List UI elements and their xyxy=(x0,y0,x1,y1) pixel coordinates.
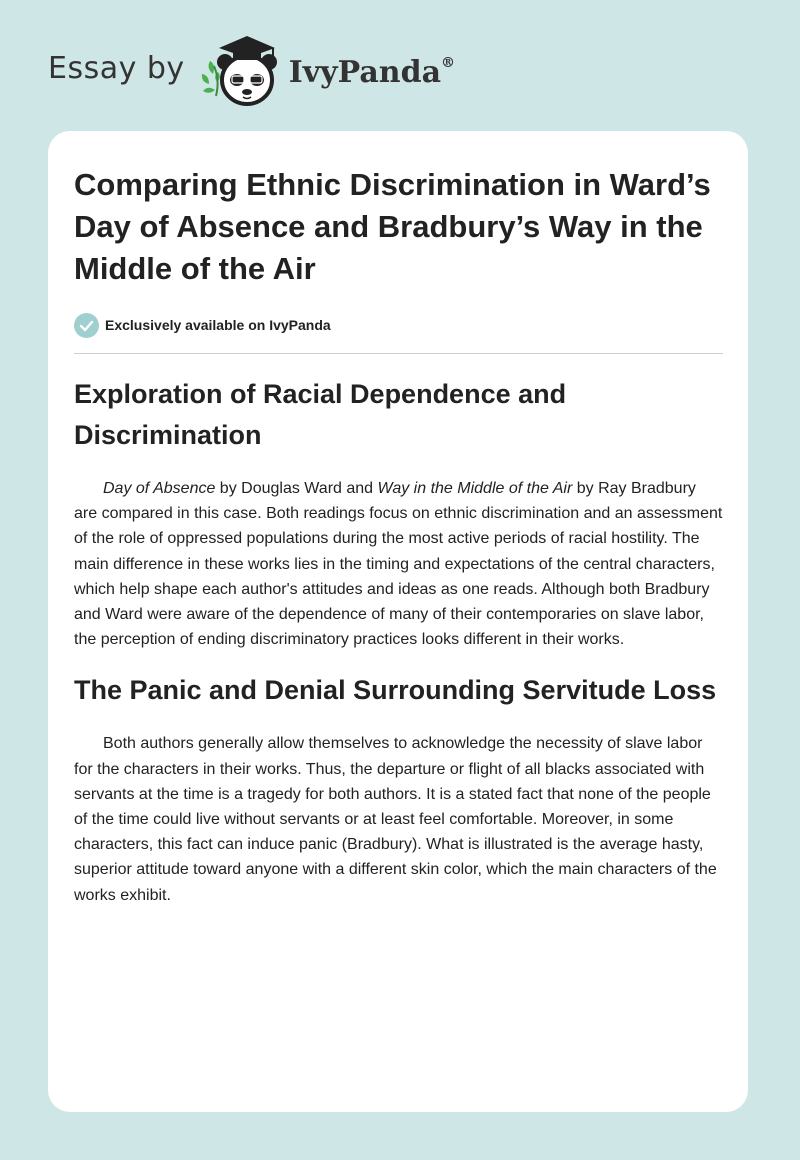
panda-logo-icon[interactable] xyxy=(199,30,287,110)
section-heading-1: Exploration of Racial Dependence and Discrimination xyxy=(74,379,567,450)
exclusive-label: Exclusively available on IvyPanda xyxy=(105,317,331,333)
work-title-day-of-absence: Day of Absence xyxy=(103,480,216,497)
exclusive-badge xyxy=(74,312,723,338)
site-header xyxy=(48,30,648,110)
brand-name[interactable] xyxy=(289,55,455,90)
trademark-symbol: ® xyxy=(441,54,456,71)
essay-by-label: Essay by xyxy=(48,50,185,86)
divider xyxy=(74,353,723,354)
article-content xyxy=(74,164,723,908)
article-title: Comparing Ethnic Discrimination in Ward’s Day of Absence and Bradbury’s Way in the Middle of the Air xyxy=(74,167,711,286)
brand-text: IvyPanda xyxy=(288,54,442,90)
section-paragraph-1 xyxy=(74,476,723,652)
section-paragraph-2: Both authors generally allow themselves to acknowledge the necessity of slave labor for the characters in their works. Thus, the departure or flight of all blacks associated with servants at the time is a tragedy for both authors. It is a stated fact that none of the people of the time could live without servants or at least feel comfortable. Moreover, in some characters, this fact can induce panic (Bradbury). What is illustrated is the average hasty, superior attitude toward anyone with a different skin color, which the main characters of the works exhibit. xyxy=(74,735,717,904)
paragraph-text: by Douglas Ward and xyxy=(215,480,378,497)
paragraph-text: by Ray Bradbury are compared in this case. Both readings focus on ethnic discrimination and an assessment of the role of oppressed populations during the most active periods of racial hostility. The main difference in these works lies in the timing and expectations of the central characters, which help shape each author's attitudes and ideas as one reads. Although both Bradbury and Ward were aware of the dependence of many of their contemporaries on slave labor, the perception of ending discriminatory practices looks different in their works. xyxy=(74,480,723,649)
article-card xyxy=(48,131,748,1112)
section-heading-2: The Panic and Denial Surrounding Servitude Loss xyxy=(74,675,717,706)
check-circle-icon xyxy=(74,313,99,338)
work-title-way-in-the-middle: Way in the Middle of the Air xyxy=(377,480,573,497)
